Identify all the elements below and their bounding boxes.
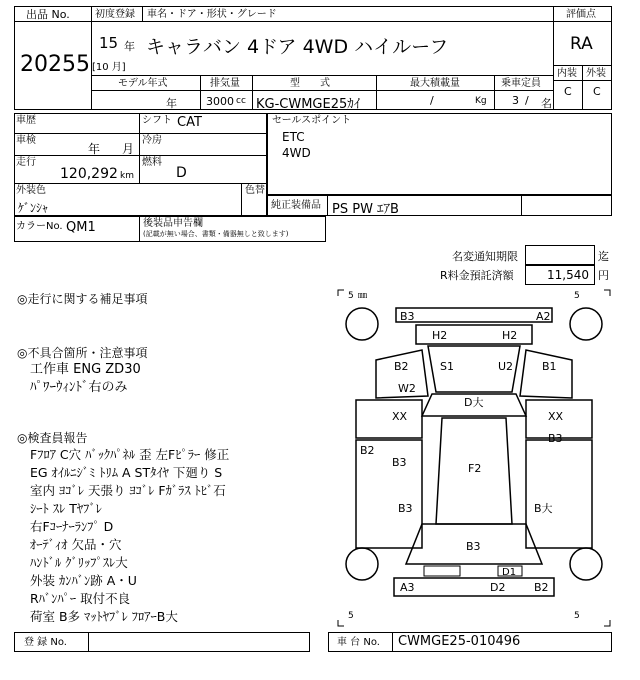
mileage: 120,292 bbox=[60, 166, 118, 182]
defect-line: 工作車 ENG ZD30 bbox=[30, 362, 141, 377]
displacement: 3000 bbox=[206, 95, 234, 108]
tire-mark: 5 bbox=[574, 291, 580, 301]
damage-mark: U2 bbox=[498, 360, 514, 373]
mileage-label: 走行 bbox=[16, 157, 36, 168]
sales-point-label: セールスポイント bbox=[272, 115, 352, 126]
aftermarket-label: 後装品申告欄 bbox=[143, 218, 203, 229]
inspector-line: ｼｰﾄ ｽﾚ Tﾔﾌﾞﾚ bbox=[30, 501, 102, 516]
capacity-label: 乗車定員 bbox=[501, 78, 541, 89]
inspection-label: 車検 bbox=[16, 135, 36, 146]
damage-mark: B2 bbox=[394, 360, 409, 373]
first-reg-year: 15 bbox=[99, 34, 119, 52]
inspector-line: ﾊﾝﾄﾞﾙ ｸﾞﾘｯﾌﾟｽﾚ大 bbox=[30, 555, 128, 570]
damage-mark: D大 bbox=[464, 396, 484, 409]
inspector-line: ｵｰﾃﾞｨｵ 欠品・穴 bbox=[30, 537, 122, 552]
name-change-box bbox=[525, 245, 595, 265]
first-reg-month: [10 月] bbox=[92, 62, 126, 73]
recycle-label: R料金預託済額 bbox=[440, 269, 514, 282]
car-name: キャラバン 4ドア 4WD ハイルーフ bbox=[146, 36, 449, 58]
inspector-line: 外装 ｶﾝﾊﾞﾝ跡 A・U bbox=[30, 573, 137, 588]
tire-mark: 5 bbox=[348, 611, 354, 621]
inspector-line: 室内 ﾖｺﾞﾚ 天張り ﾖｺﾞﾚ Fｶﾞﾗｽ ﾄﾋﾞ石 bbox=[30, 483, 226, 498]
rating-label: 評価点 bbox=[566, 9, 596, 20]
sales-point-2: 4WD bbox=[282, 146, 311, 160]
damage-mark: B3 bbox=[398, 502, 413, 515]
damage-mark: A3 bbox=[400, 581, 415, 594]
equipment-label: 純正装備品 bbox=[271, 200, 321, 211]
max-load-label: 最大積載量 bbox=[410, 78, 460, 89]
details-box bbox=[14, 113, 267, 216]
exterior-color-label: 外装色 bbox=[16, 185, 46, 196]
inspector-line: 荷室 B多 ﾏｯﾄﾔﾌﾞﾚ ﾌﾛｱｰB大 bbox=[30, 609, 178, 624]
tire-mark: 5 bbox=[348, 291, 354, 301]
damage-mark: XX bbox=[392, 410, 408, 423]
interior-grade: C bbox=[564, 85, 572, 98]
damage-mark: B3 bbox=[400, 310, 415, 323]
damage-mark: B2 bbox=[534, 581, 549, 594]
history-label: 車歴 bbox=[16, 115, 36, 126]
inspector-line: Rﾊﾞﾝﾊﾟｰ 取付不良 bbox=[30, 591, 131, 606]
rating: RA bbox=[570, 34, 593, 54]
damage-mark: B3 bbox=[548, 432, 563, 445]
chassis-no: CWMGE25-010496 bbox=[398, 634, 521, 649]
capacity: 3 bbox=[512, 94, 519, 107]
color-no-label: カラーNo. bbox=[16, 221, 63, 232]
aircon-label: 冷房 bbox=[142, 135, 162, 146]
first-reg-label: 初度登録 bbox=[95, 9, 135, 20]
shift: CAT bbox=[177, 115, 202, 130]
exterior-color: ｹﾞﾝｼｬ bbox=[18, 201, 49, 215]
mileage-unit: km bbox=[120, 171, 134, 181]
inspector-line: EG ｵｲﾙﾆｼﾞﾐ ﾄﾘﾑ A STﾀｲﾔ 下廻り S bbox=[30, 465, 223, 480]
model-year-label: モデル年式 bbox=[118, 78, 168, 89]
damage-mark: W2 bbox=[398, 382, 416, 395]
color-no: QM1 bbox=[66, 220, 96, 235]
exterior-label: 外装 bbox=[586, 68, 606, 79]
chassis-label: 車 台 No. bbox=[337, 637, 380, 648]
inspector-line: Fﾌﾛｱ C穴 ﾊﾞｯｸﾊﾟﾈﾙ 歪 左Fﾋﾟﾗｰ 修正 bbox=[30, 447, 230, 462]
equipment: PS PW ｴｱB bbox=[332, 202, 399, 217]
model-year-unit: 年 bbox=[166, 97, 177, 110]
name-change-unit: 迄 bbox=[598, 250, 609, 263]
damage-mark: H2 bbox=[502, 329, 518, 342]
damage-mark: B3 bbox=[392, 456, 407, 469]
damage-mark: D2 bbox=[490, 581, 506, 594]
inspector-header: ◎検査員報告 bbox=[17, 431, 88, 445]
fuel-label: 燃料 bbox=[142, 157, 162, 168]
damage-mark: A2 bbox=[536, 310, 551, 323]
registration-label: 登 録 No. bbox=[24, 637, 67, 648]
year-unit: 年 bbox=[124, 40, 135, 53]
displacement-label: 排気量 bbox=[210, 78, 240, 89]
type-label: 型 式 bbox=[290, 78, 330, 89]
damage-mark: F2 bbox=[468, 462, 482, 475]
capacity-slash: / bbox=[525, 94, 529, 107]
damage-mark: H2 bbox=[432, 329, 448, 342]
type: KG-CWMGE25ｶｲ bbox=[256, 97, 361, 112]
damage-mark: B3 bbox=[466, 540, 481, 553]
defects-header: ◎不具合箇所・注意事項 bbox=[17, 346, 148, 360]
displacement-unit: cc bbox=[236, 96, 246, 106]
damage-mark: B1 bbox=[542, 360, 557, 373]
damage-mark: XX bbox=[548, 410, 564, 423]
interior-label: 内装 bbox=[557, 68, 577, 79]
aftermarket-note: (記載が無い場合、書類・備器無しと致します) bbox=[143, 230, 289, 238]
damage-mark: D1 bbox=[502, 567, 517, 578]
equipment-extra-box bbox=[521, 195, 612, 216]
name-change-label: 名変通知期限 bbox=[452, 250, 518, 263]
driving-notes-header: ◎走行に関する補足事項 bbox=[17, 292, 148, 306]
repaint-label: 色替 bbox=[245, 185, 265, 196]
defect-line: ﾊﾟﾜｰｳｨﾝﾄﾞ右のみ bbox=[30, 380, 128, 395]
damage-mark: B2 bbox=[360, 444, 375, 457]
sales-point-1: ETC bbox=[282, 130, 305, 144]
exterior-grade: C bbox=[593, 85, 601, 98]
capacity-unit: 名 bbox=[541, 97, 552, 110]
inspection-month: 月 bbox=[122, 142, 135, 156]
inspection-year: 年 bbox=[88, 142, 101, 156]
lot-no: 20255 bbox=[20, 52, 90, 77]
recycle-unit: 円 bbox=[598, 269, 609, 282]
damage-mark: S1 bbox=[440, 360, 454, 373]
inspector-line: 右Fｺｰﾅｰﾗﾝﾌﾟ D bbox=[30, 519, 114, 534]
damage-diagram bbox=[336, 288, 612, 628]
max-load-slash: / bbox=[430, 94, 434, 107]
tire-mark: 5 bbox=[574, 611, 580, 621]
damage-mark: B大 bbox=[534, 502, 553, 515]
car-name-label: 車名・ドア・形状・グレード bbox=[147, 9, 277, 20]
tire-unit: ㎜ bbox=[358, 291, 368, 301]
max-load-unit: Kg bbox=[475, 96, 487, 106]
lot-no-label: 出品 No. bbox=[26, 8, 70, 21]
shift-label: シフト bbox=[142, 115, 172, 126]
recycle-amount: 11,540 bbox=[547, 268, 589, 282]
fuel: D bbox=[176, 165, 187, 181]
